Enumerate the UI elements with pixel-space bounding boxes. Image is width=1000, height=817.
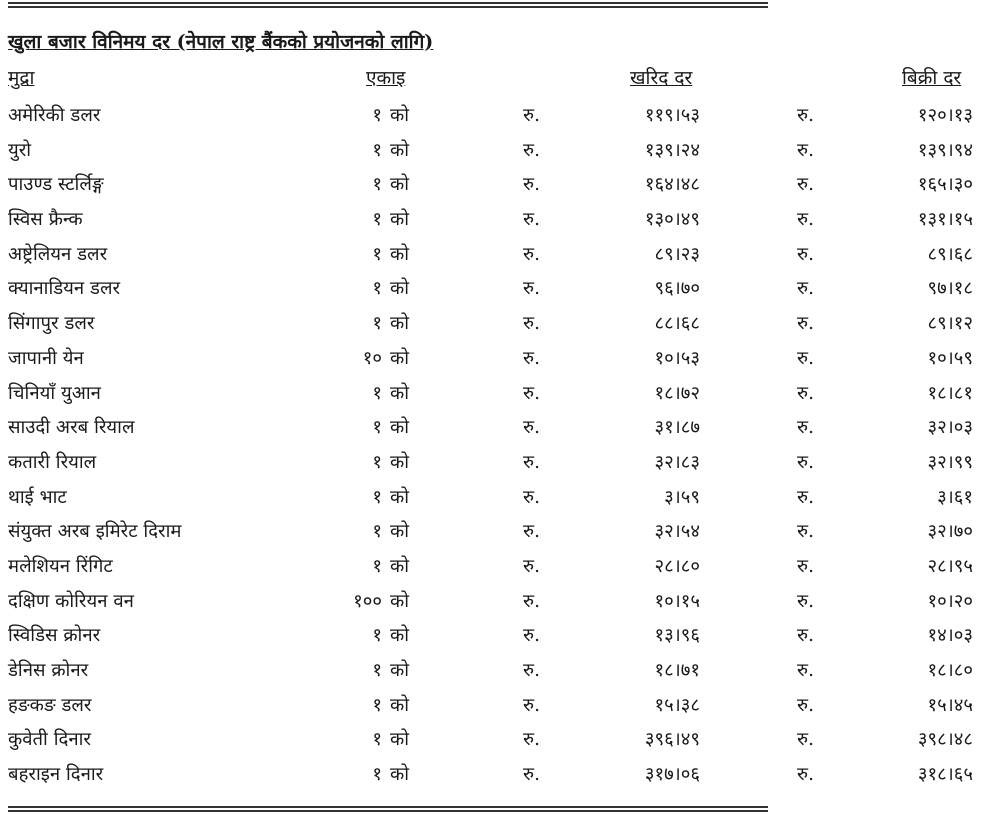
rupee-symbol-sell: रु. (797, 382, 814, 404)
currency-name: साउदी अरब रियाल (8, 417, 135, 439)
unit-suffix: को (390, 660, 409, 681)
unit-suffix: को (390, 694, 409, 716)
unit-suffix: को (390, 417, 409, 439)
currency-name: अमेरिकी डलर (8, 105, 101, 126)
rupee-symbol-buy: रु. (523, 590, 540, 612)
rupee-symbol-sell: रु. (797, 555, 814, 577)
sell-rate: ९७।१८ (927, 278, 973, 300)
rupee-symbol-sell: रु. (797, 209, 814, 231)
rate-table-body (0, 98, 1000, 792)
table-row (0, 306, 1000, 341)
sell-rate: १०।२० (927, 590, 973, 612)
unit-value: १ (372, 625, 382, 647)
rupee-symbol-buy: रु. (523, 451, 540, 473)
unit-value: १ (372, 209, 382, 231)
rupee-symbol-buy: रु. (523, 764, 540, 786)
buy-rate: ९६।७० (654, 278, 700, 300)
page-title: खुला बजार विनिमय दर (नेपाल राष्ट्र बैंकको प्रयोजनको लागि) (8, 31, 434, 53)
buy-rate: १५।३८ (654, 694, 700, 716)
buy-rate: ८९।२३ (654, 243, 700, 265)
table-row (0, 480, 1000, 515)
table-row (0, 618, 1000, 653)
buy-rate: २८।८० (654, 555, 700, 577)
currency-name: युरो (8, 139, 32, 161)
rupee-symbol-sell: रु. (797, 521, 814, 543)
bottom-double-rule (8, 806, 768, 812)
sell-rate: ३२।०३ (927, 417, 973, 439)
currency-name: थाई भाट (8, 486, 67, 508)
rupee-symbol-sell: रु. (797, 243, 814, 265)
unit-suffix: को (390, 451, 409, 473)
table-row (0, 237, 1000, 272)
rupee-symbol-buy: रु. (523, 555, 540, 577)
sell-rate: ३।६१ (937, 486, 973, 508)
unit-value: १ (372, 694, 382, 716)
table-row (0, 271, 1000, 306)
table-row (0, 722, 1000, 757)
unit-suffix: को (390, 105, 409, 126)
rupee-symbol-buy: रु. (523, 243, 540, 265)
currency-name: हङकङ डलर (8, 694, 92, 716)
currency-name: कतारी रियाल (8, 451, 97, 473)
rupee-symbol-buy: रु. (523, 313, 540, 335)
sell-rate: ८९।६८ (927, 243, 973, 265)
sell-rate: १३१।१५ (917, 209, 973, 231)
table-row (0, 653, 1000, 688)
unit-value: १ (372, 243, 382, 265)
buy-rate: ११९।५३ (644, 105, 700, 126)
rupee-symbol-buy: रु. (523, 382, 540, 404)
unit-value: १ (372, 521, 382, 543)
rupee-symbol-buy: रु. (523, 139, 540, 161)
rupee-symbol-buy: रु. (523, 278, 540, 300)
sell-rate: ३२।९९ (927, 451, 973, 473)
unit-suffix: को (390, 313, 409, 335)
unit-value: १ (372, 313, 382, 335)
rupee-symbol-sell: रु. (797, 313, 814, 335)
sell-rate: ३२।७० (927, 521, 973, 543)
buy-rate: १३९।२४ (644, 139, 700, 161)
unit-value: १०० (353, 590, 382, 612)
sell-rate: १४।०३ (927, 625, 973, 647)
unit-suffix: को (390, 347, 409, 369)
unit-value: १ (372, 486, 382, 508)
table-row (0, 167, 1000, 202)
rupee-symbol-sell: रु. (797, 174, 814, 196)
unit-suffix: को (390, 590, 409, 612)
sell-rate: १८।८० (927, 660, 973, 681)
rupee-symbol-buy: रु. (523, 694, 540, 716)
rupee-symbol-sell: रु. (797, 729, 814, 751)
rupee-symbol-sell: रु. (797, 417, 814, 439)
sell-rate: ३९८।४८ (917, 729, 973, 751)
table-row (0, 445, 1000, 480)
currency-name: डेनिस क्रोनर (8, 660, 89, 681)
rupee-symbol-sell: रु. (797, 694, 814, 716)
sell-rate: १६५।३० (917, 174, 973, 196)
table-row (0, 341, 1000, 376)
unit-suffix: को (390, 243, 409, 265)
unit-value: १ (372, 451, 382, 473)
unit-suffix: को (390, 486, 409, 508)
rupee-symbol-sell: रु. (797, 590, 814, 612)
table-row (0, 688, 1000, 723)
currency-name: अष्ट्रेलियन डलर (8, 243, 108, 265)
table-row (0, 584, 1000, 619)
unit-suffix: को (390, 278, 409, 300)
unit-value: १ (372, 555, 382, 577)
unit-suffix: को (390, 382, 409, 404)
buy-rate: ३१।८७ (654, 417, 700, 439)
unit-suffix: को (390, 209, 409, 231)
unit-value: १ (372, 729, 382, 751)
currency-name: कुवेती दिनार (8, 729, 91, 751)
unit-suffix: को (390, 625, 409, 647)
buy-rate: १०।५३ (654, 347, 700, 369)
currency-name: चिनियाँ युआन (8, 382, 101, 404)
currency-name: पाउण्ड स्टर्लिङ्ग (8, 174, 104, 196)
rupee-symbol-buy: रु. (523, 729, 540, 751)
rupee-symbol-buy: रु. (523, 209, 540, 231)
buy-rate: १६४।४८ (644, 174, 700, 196)
rupee-symbol-buy: रु. (523, 347, 540, 369)
unit-value: १ (372, 278, 382, 300)
unit-value: १ (372, 174, 382, 196)
sell-rate: १३९।९४ (917, 139, 973, 161)
unit-suffix: को (390, 729, 409, 751)
table-row (0, 410, 1000, 445)
unit-suffix: को (390, 174, 409, 196)
rupee-symbol-sell: रु. (797, 486, 814, 508)
sell-rate: ८९।१२ (927, 313, 973, 335)
rupee-symbol-sell: रु. (797, 625, 814, 647)
unit-suffix: को (390, 764, 409, 786)
unit-value: १ (372, 660, 382, 681)
rupee-symbol-sell: रु. (797, 451, 814, 473)
table-row (0, 98, 1000, 133)
buy-rate: १०।१५ (654, 590, 700, 612)
unit-suffix: को (390, 555, 409, 577)
currency-name: मलेशियन रिंगिट (8, 555, 113, 577)
buy-rate: ३२।५४ (654, 521, 700, 543)
table-row (0, 202, 1000, 237)
table-row (0, 549, 1000, 584)
rupee-symbol-sell: रु. (797, 139, 814, 161)
unit-suffix: को (390, 139, 409, 161)
table-row (0, 376, 1000, 411)
rupee-symbol-sell: रु. (797, 278, 814, 300)
header-buy-rate: खरिद दर (630, 67, 693, 89)
rupee-symbol-sell: रु. (797, 764, 814, 786)
unit-value: १ (372, 139, 382, 161)
unit-value: १० (362, 347, 382, 369)
sell-rate: १५।४५ (927, 694, 973, 716)
currency-name: संयुक्त अरब इमिरेट दिराम (8, 521, 182, 543)
sell-rate: १२०।१३ (917, 105, 973, 126)
sell-rate: १०।५९ (927, 347, 973, 369)
unit-value: १ (372, 417, 382, 439)
currency-name: स्विडिस क्रोनर (8, 625, 101, 647)
currency-name: क्यानाडियन डलर (8, 278, 121, 300)
buy-rate: ३१७।०६ (644, 764, 700, 786)
buy-rate: ८८।६८ (654, 313, 700, 335)
buy-rate: १३।९६ (654, 625, 700, 647)
rupee-symbol-buy: रु. (523, 486, 540, 508)
unit-value: १ (372, 382, 382, 404)
rupee-symbol-buy: रु. (523, 417, 540, 439)
rupee-symbol-sell: रु. (797, 347, 814, 369)
table-row (0, 133, 1000, 168)
unit-value: १ (372, 764, 382, 786)
header-sell-rate: बिक्री दर (902, 67, 962, 89)
currency-name: स्विस फ्रैन्क (8, 209, 83, 231)
header-unit: एकाइ (366, 67, 406, 89)
rupee-symbol-sell: रु. (797, 105, 814, 126)
currency-name: जापानी येन (8, 347, 84, 369)
header-currency: मुद्रा (8, 67, 35, 89)
buy-rate: १८।७२ (654, 382, 700, 404)
unit-suffix: को (390, 521, 409, 543)
sell-rate: ३१८।६५ (917, 764, 973, 786)
sell-rate: १८।८१ (927, 382, 973, 404)
buy-rate: ३।५९ (664, 486, 700, 508)
currency-name: बहराइन दिनार (8, 764, 104, 786)
rupee-symbol-buy: रु. (523, 174, 540, 196)
top-double-rule (8, 2, 768, 8)
buy-rate: ३२।८३ (654, 451, 700, 473)
rupee-symbol-buy: रु. (523, 660, 540, 681)
currency-name: सिंगापुर डलर (8, 313, 95, 335)
sell-rate: २८।९५ (927, 555, 973, 577)
buy-rate: ३९६।४९ (644, 729, 700, 751)
table-row (0, 514, 1000, 549)
buy-rate: १८।७१ (654, 660, 700, 681)
currency-name: दक्षिण कोरियन वन (8, 590, 134, 612)
rupee-symbol-buy: रु. (523, 105, 540, 126)
rupee-symbol-buy: रु. (523, 625, 540, 647)
rupee-symbol-sell: रु. (797, 660, 814, 681)
rupee-symbol-buy: रु. (523, 521, 540, 543)
unit-value: १ (372, 105, 382, 126)
table-row (0, 757, 1000, 792)
buy-rate: १३०।४९ (644, 209, 700, 231)
table-header (0, 64, 1000, 94)
